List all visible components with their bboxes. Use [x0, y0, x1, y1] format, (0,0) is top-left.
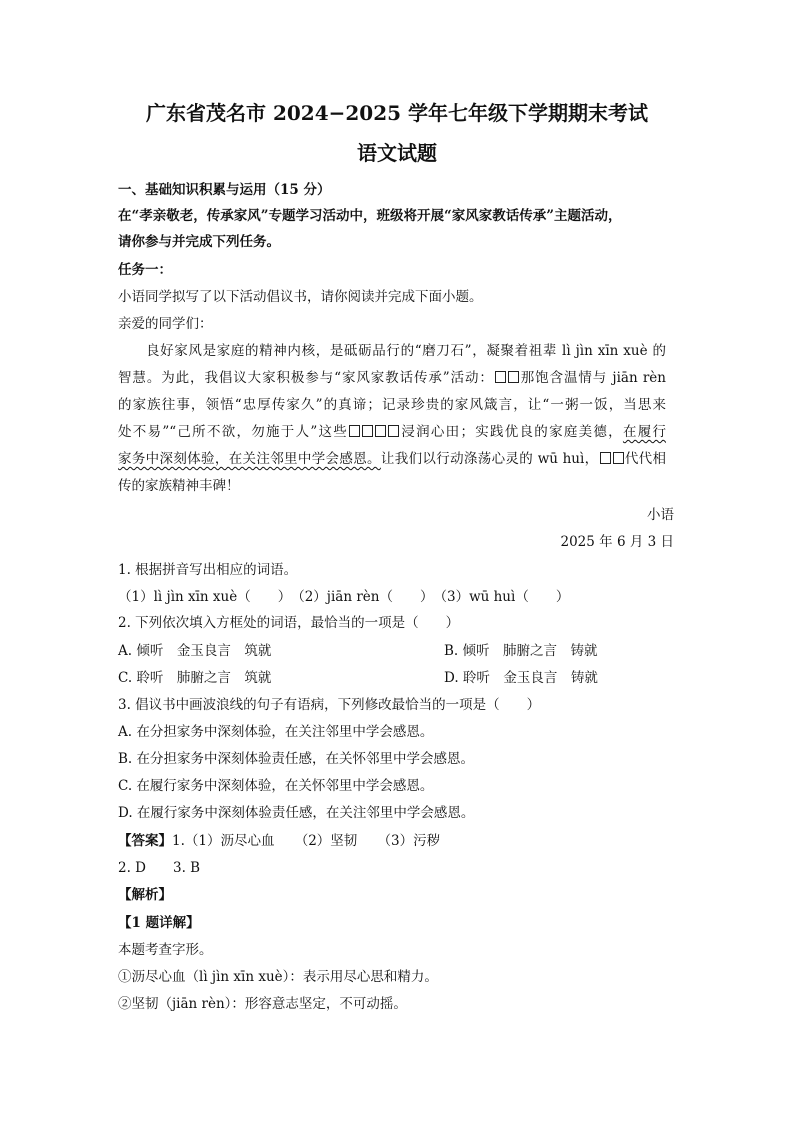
text-segment: 1.（1）沥尽心血 （2）坚韧 （3）污秽 — [172, 833, 441, 849]
blank-box — [613, 452, 624, 464]
exam-title: 广东省茂名市 2024−2025 学年七年级下学期期末考试 — [145, 101, 648, 125]
analysis-item-2: ②坚韧（jiān rèn）：形容意志坚定，不可动摇。 — [118, 996, 407, 1012]
analysis-label: 【解析】 — [118, 887, 172, 903]
text-segment: 处不易”“己所不欲，勿施于人”这些 — [118, 424, 349, 440]
blank-box — [362, 425, 373, 437]
text-segment: 智慧。为此，我倡议大家积极参与“家风家教话传承”活动： — [118, 370, 494, 386]
question-3-option-d: D. 在履行家务中深刻体验责任感，在关注邻里中学会感恩。 — [118, 805, 475, 821]
question-2-option-a: A. 倾听 金玉良言 筑就 — [118, 643, 272, 659]
letter-line-1: 良好家风是家庭的精神内核，是砥砺品行的“磨刀石”，凝聚着祖辈 lì jìn xīn xuè 的 — [146, 343, 666, 359]
blank-box — [508, 371, 519, 383]
task-description: 小语同学拟写了以下活动倡议书，请你阅读并完成下面小题。 — [118, 289, 483, 305]
letter-date: 2025 年 6 月 3 日 — [560, 534, 674, 550]
answer-line-2: 2. D 3. B — [118, 860, 201, 876]
section-heading: 一、基础知识积累与运用（15 分） — [118, 182, 331, 198]
question-3-option-a: A. 在分担家务中深刻体验，在关注邻里中学会感恩。 — [118, 724, 434, 740]
wavy-underlined-sentence: 在履行 — [622, 424, 666, 440]
letter-salutation: 亲爱的同学们： — [118, 316, 213, 332]
question-3-option-c: C. 在履行家务中深刻体验，在关怀邻里中学会感恩。 — [118, 778, 434, 794]
blank-box — [375, 425, 386, 437]
question-2-stem: 2. 下列依次填入方框处的词语，最恰当的一项是（ ） — [118, 615, 460, 631]
letter-line-5 — [118, 449, 666, 469]
question-1-blanks: （1）lì jìn xīn xuè（ ） （2）jiān rèn（ ） （3）wū huì（ ） — [118, 589, 570, 605]
task-label: 任务一： — [118, 262, 172, 278]
blank-box — [349, 425, 360, 437]
analysis-item-1: ①沥尽心血（lì jìn xīn xuè）：表示用尽心思和精力。 — [118, 969, 438, 985]
activity-intro-line1: 在“孝亲敬老，传承家风”专题学习活动中，班级将开展“家风家教话传承”主题活动， — [118, 208, 622, 224]
activity-intro-line2: 请你参与并完成下列任务。 — [118, 234, 280, 250]
question-2-option-d: D. 聆听 金玉良言 铸就 — [444, 670, 598, 686]
text-segment: 让我们以行动涤荡心灵的 wū huì， — [380, 451, 599, 467]
letter-line-2 — [118, 368, 666, 388]
exam-subtitle: 语文试题 — [357, 141, 437, 165]
question-1-stem: 1. 根据拼音写出相应的词语。 — [118, 562, 298, 578]
letter-line-3: 的家族往事，领悟“忠厚传家久”的真谛；记录珍贵的家风箴言，让“一粥一饭，当思来 — [118, 397, 666, 413]
question-3-stem: 3. 倡议书中画波浪线的句子有语病，下列修改最恰当的一项是（ ） — [118, 697, 541, 713]
blank-box — [600, 452, 611, 464]
blank-box — [495, 371, 506, 383]
text-segment: 那饱含温情与 jiān rèn — [519, 370, 666, 386]
blank-box — [388, 425, 399, 437]
answer-label: 【答案】 — [118, 833, 172, 849]
letter-line-6: 传的家族精神丰碑！ — [118, 478, 240, 494]
question-3-option-b: B. 在分担家务中深刻体验责任感，在关怀邻里中学会感恩。 — [118, 751, 475, 767]
text-segment: 代代相 — [624, 451, 667, 467]
question-2-option-c: C. 聆听 肺腑之言 筑就 — [118, 670, 272, 686]
letter-line-4 — [118, 422, 666, 442]
letter-signature: 小语 — [647, 507, 674, 523]
question-1-detail-label: 【1 题详解】 — [118, 915, 200, 931]
text-segment: 浸润心田；实践优良的家庭美德， — [400, 424, 623, 440]
analysis-intro: 本题考查字形。 — [118, 942, 213, 958]
answer-line-1 — [118, 831, 440, 851]
wavy-underlined-sentence: 家务中深刻体验，在关注邻里中学会感恩。 — [118, 451, 381, 467]
question-2-option-b: B. 倾听 肺腑之言 铸就 — [444, 643, 598, 659]
